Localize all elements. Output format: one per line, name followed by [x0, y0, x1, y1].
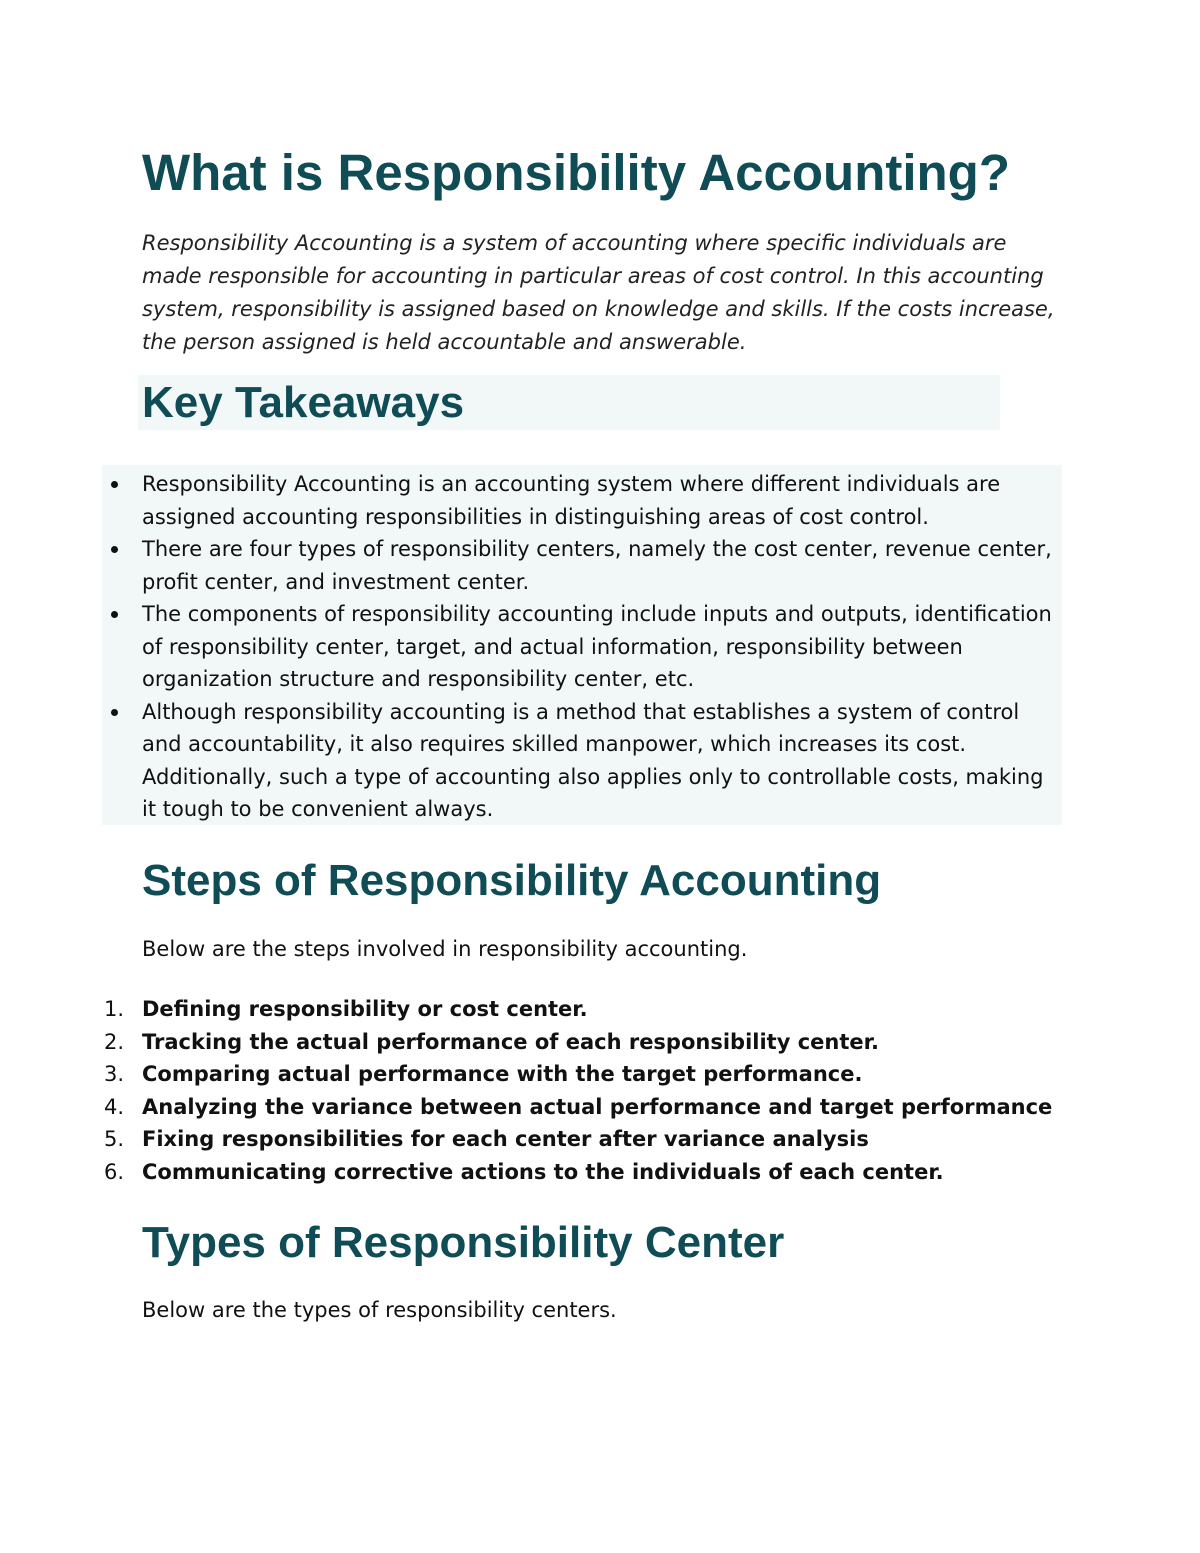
steps-intro: Below are the steps involved in responsibility accounting. — [142, 937, 748, 961]
list-item-text: Responsibility Accounting is an accounting system where different individuals are assigned accounting responsibilities in distinguishing areas of cost control. — [142, 472, 1001, 529]
list-item — [142, 598, 1060, 696]
step-text: Defining responsibility or cost center. — [142, 997, 588, 1021]
bullet-icon — [111, 611, 118, 618]
key-takeaways-heading: Key Takeaways — [142, 378, 465, 427]
step-text: Fixing responsibilities for each center after variance analysis — [142, 1127, 869, 1151]
list-item-text: There are four types of responsibility centers, namely the cost center, revenue center, profit center, and investment center. — [142, 537, 1052, 594]
list-item-text: The components of responsibility accounting include inputs and outputs, identification of responsibility center, target, and actual information, responsibility between organization structure and responsibility center, etc. — [142, 602, 1052, 691]
step-item — [104, 1026, 1142, 1059]
intro-paragraph: Responsibility Accounting is a system of accounting where specific individuals are made responsible for accounting in particular areas of cost control. In this accounting system, responsibility is assigned based on knowledge and skills. If the costs increase, the person assigned is held accountable and answerable. — [142, 231, 1055, 354]
list-item — [142, 533, 1060, 598]
step-item — [104, 1091, 1142, 1124]
step-number: 2. — [104, 1029, 125, 1054]
types-intro: Below are the types of responsibility centers. — [142, 1298, 617, 1322]
types-heading: Types of Responsibility Center — [142, 1218, 785, 1267]
step-text: Tracking the actual performance of each responsibility center. — [142, 1029, 879, 1054]
step-text: Communicating corrective actions to the individuals of each center. — [142, 1159, 944, 1184]
list-item — [142, 696, 1060, 826]
step-text: Analyzing the variance between actual performance and target performance — [142, 1094, 1053, 1119]
page-title: What is Responsibility Accounting? — [142, 144, 1010, 201]
step-number: 4. — [104, 1094, 125, 1119]
bullet-icon — [111, 481, 118, 488]
key-takeaways-list — [142, 468, 1060, 826]
step-number: 1. — [104, 997, 125, 1021]
bullet-icon — [111, 709, 118, 716]
bullet-icon — [111, 546, 118, 553]
step-item — [104, 1123, 1142, 1156]
step-number: 5. — [104, 1127, 125, 1151]
step-item — [104, 1156, 1142, 1189]
list-item-text: Although responsibility accounting is a method that establishes a system of control and accountability, it also requires skilled manpower, which increases its cost. Additionally, such a type of accounting also applies only to controllable costs, making it tough to be convenient always. — [142, 699, 1044, 821]
step-number: 6. — [104, 1159, 125, 1184]
step-number: 3. — [104, 1062, 125, 1086]
list-item — [142, 468, 1060, 533]
step-text: Comparing actual performance with the target performance. — [142, 1062, 863, 1086]
steps-list — [104, 993, 1142, 1188]
step-item — [104, 993, 1142, 1026]
step-item — [104, 1058, 1142, 1091]
steps-heading: Steps of Responsibility Accounting — [142, 856, 882, 905]
